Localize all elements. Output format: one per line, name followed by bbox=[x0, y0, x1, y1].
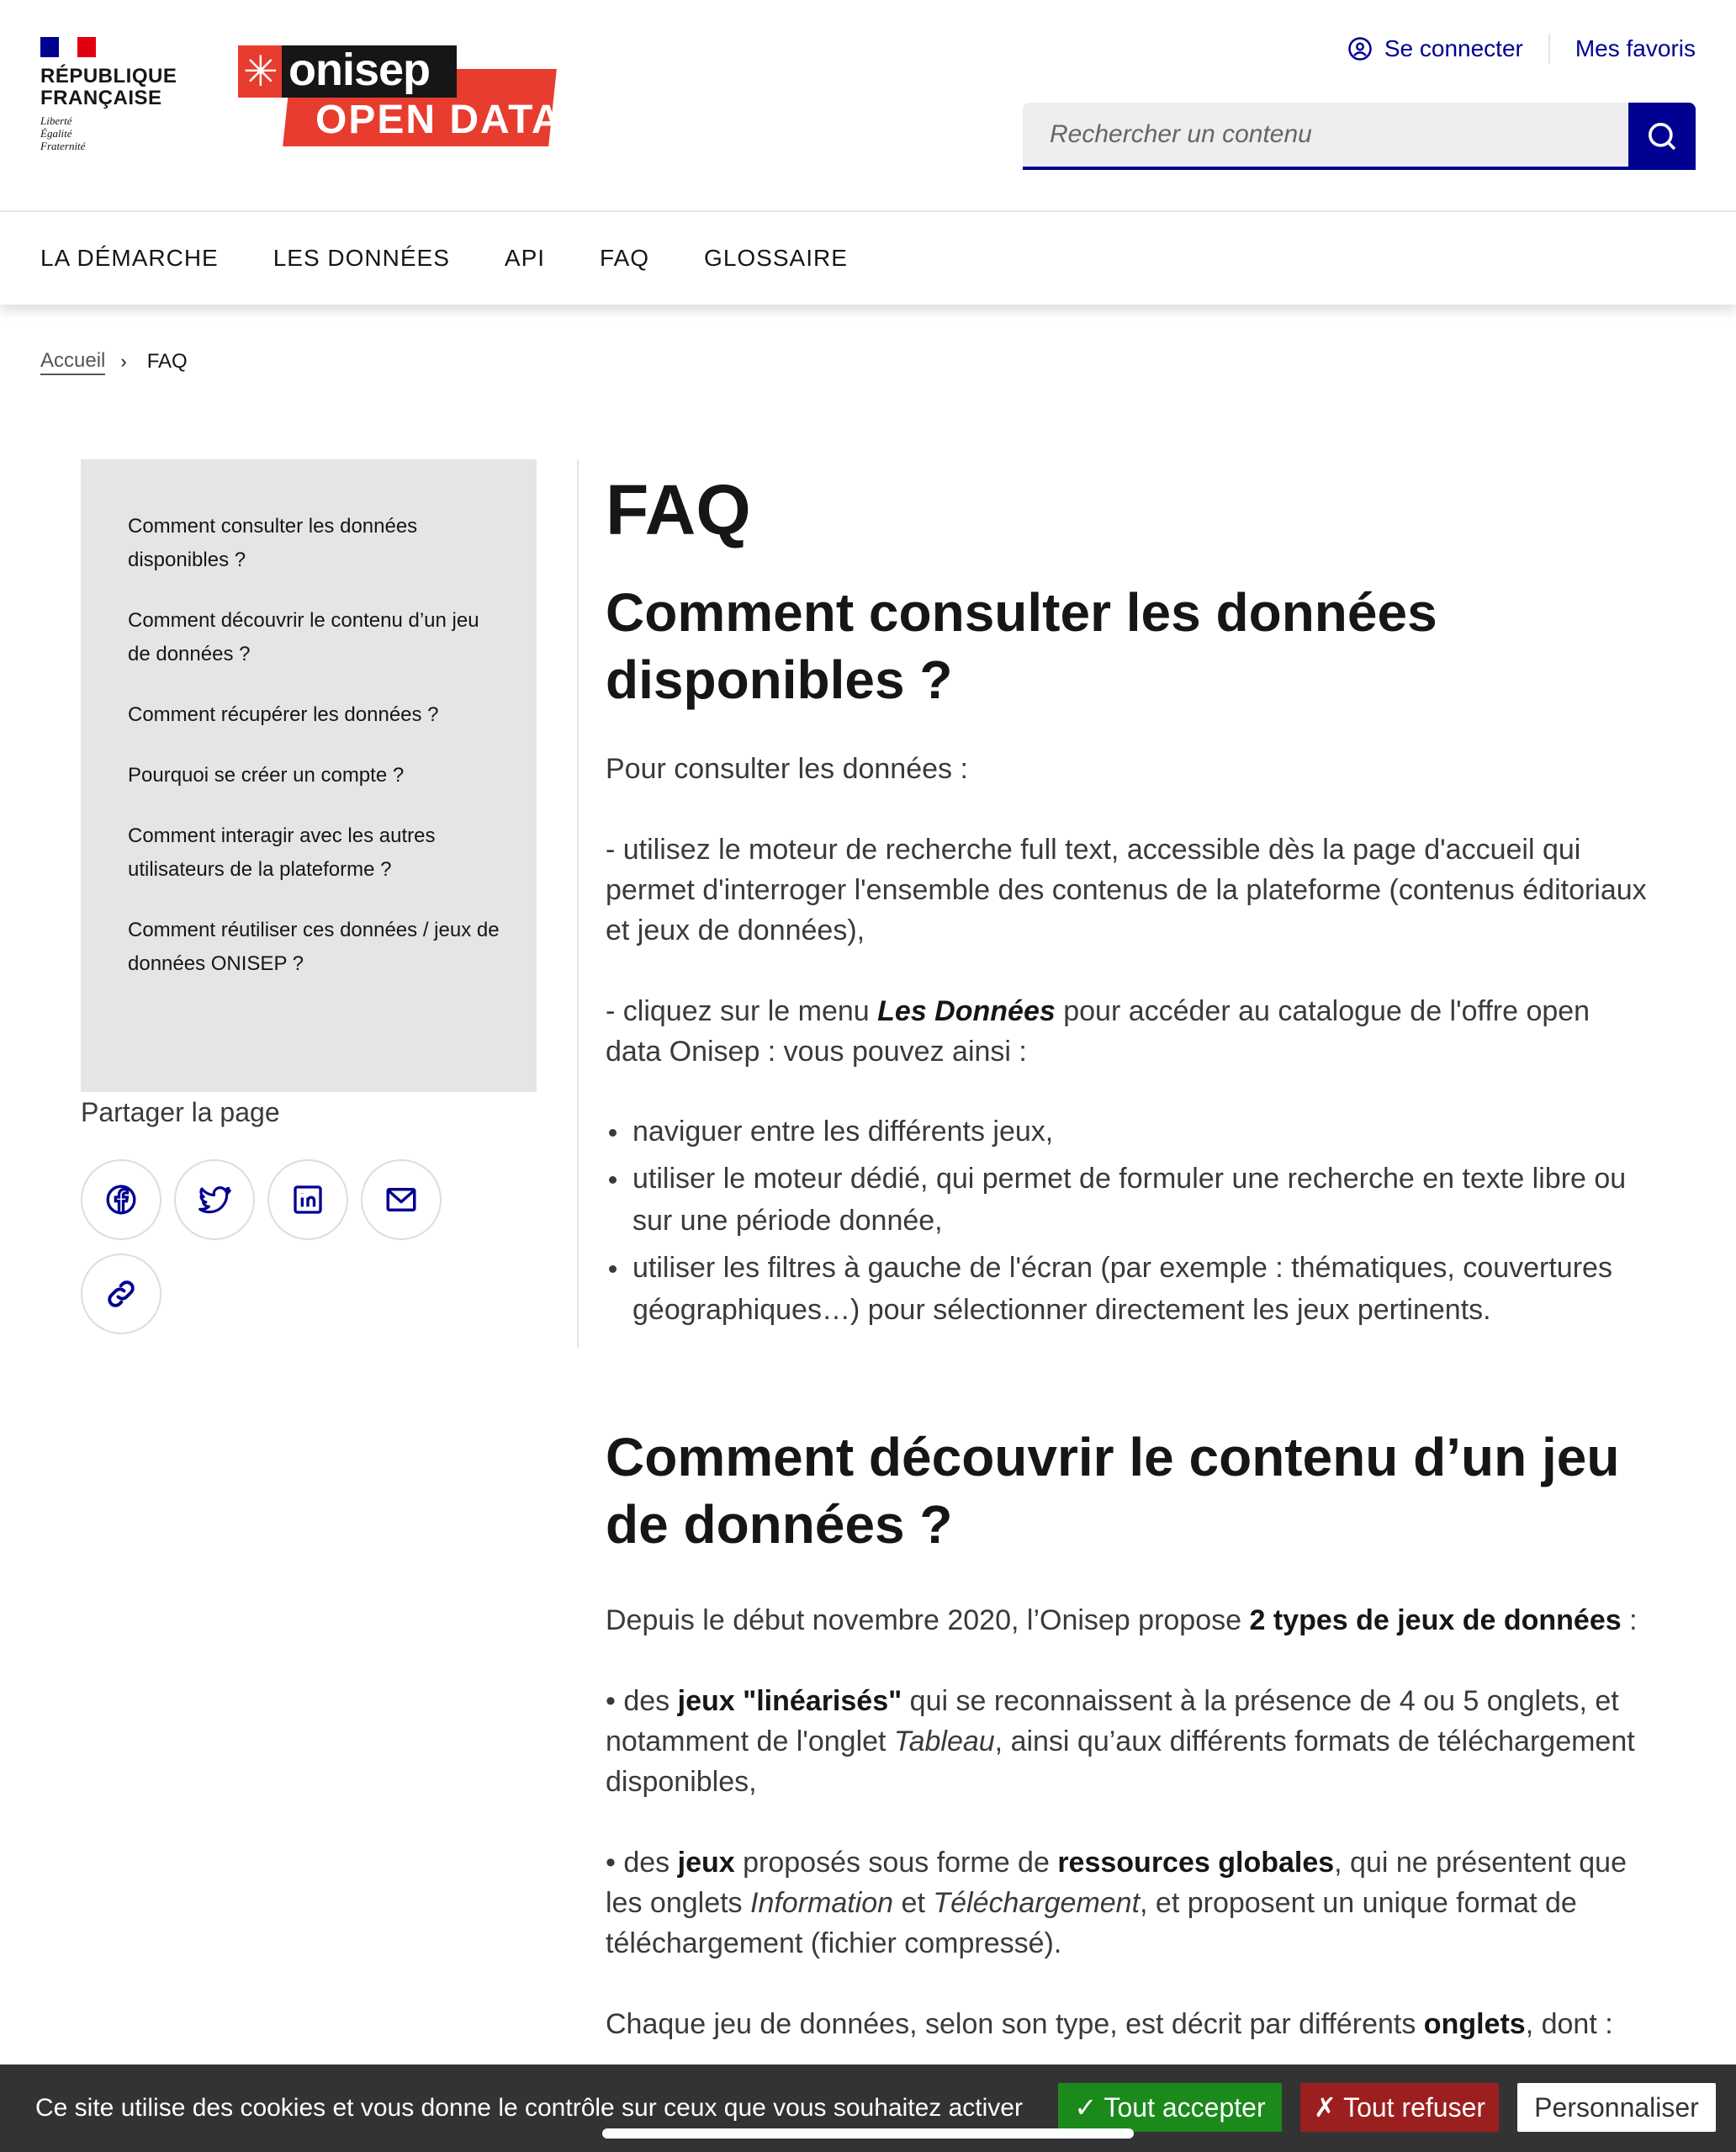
breadcrumb bbox=[40, 348, 188, 375]
paragraph bbox=[606, 2004, 1649, 2044]
nav-item-api[interactable]: API bbox=[504, 245, 546, 271]
paragraph bbox=[606, 1681, 1649, 1802]
side-item-interagir[interactable]: Comment interagir avec les autres utilisateurs de la plateforme ? bbox=[128, 824, 436, 881]
text-segment: - cliquez sur le menu bbox=[606, 995, 878, 1027]
side-item-reutiliser[interactable]: Comment réutiliser ces données / jeux de données ONISEP ? bbox=[128, 919, 500, 975]
list-item: utiliser les filtres à gauche de l'écran (par exemple : thématiques, couvertures géographiques…) pour sélectionner directement les jeux pertinents. bbox=[606, 1247, 1649, 1331]
paragraph: - utilisez le moteur de recherche full text, accessible dès la page d'accueil qui permet d'interroger l'ensemble des contenus de la plateforme (contenus éditoriaux et jeux de données), bbox=[606, 834, 1647, 946]
text-segment: , dont : bbox=[1525, 2008, 1613, 2040]
page-title: FAQ bbox=[606, 470, 751, 549]
marianne-flag-icon bbox=[40, 37, 96, 57]
text-segment: , qui ne présentent que les onglets bbox=[606, 1847, 1627, 1919]
nav-item-glossaire[interactable]: GLOSSAIRE bbox=[704, 245, 848, 271]
text-segment: • des bbox=[606, 1685, 678, 1717]
rf-motto-2: Égalité bbox=[40, 127, 72, 140]
breadcrumb-current: FAQ bbox=[146, 350, 188, 373]
login-link[interactable] bbox=[1347, 34, 1523, 64]
text-segment: Chaque jeu de données, selon son type, est décrit par différents bbox=[606, 2008, 1424, 2040]
section-title-consulter: Comment consulter les données disponibles ? bbox=[606, 582, 1437, 710]
onisep-star-icon: ✳ bbox=[243, 48, 278, 95]
cookie-deny-button[interactable]: ✗ Tout refuser bbox=[1300, 2083, 1499, 2132]
search-input[interactable] bbox=[1023, 103, 1628, 170]
rf-motto bbox=[40, 114, 175, 152]
paragraph bbox=[606, 1600, 1649, 1641]
bold-text: 2 types de jeux de données bbox=[1249, 1604, 1622, 1636]
text-segment: • des bbox=[606, 1847, 678, 1879]
rf-name bbox=[40, 66, 175, 109]
share-facebook-button[interactable] bbox=[81, 1159, 161, 1240]
side-item-decouvrir[interactable]: Comment découvrir le contenu d’un jeu de données ? bbox=[128, 609, 479, 665]
sidebar-divider bbox=[577, 459, 579, 1348]
bullet-list bbox=[606, 1110, 1649, 1331]
cookie-accept-button[interactable]: ✓ Tout accepter bbox=[1058, 2083, 1282, 2132]
cookie-customize-button[interactable]: Personnaliser bbox=[1517, 2083, 1716, 2132]
link-icon bbox=[103, 1276, 139, 1312]
italic-text: Téléchargement bbox=[933, 1887, 1141, 1919]
bold-text: ressources globales bbox=[1057, 1847, 1335, 1879]
text-segment: , ainsi qu’aux différents formats de téléchargement disponibles, bbox=[606, 1725, 1635, 1798]
section-title-decouvrir: Comment découvrir le contenu d’un jeu de données ? bbox=[606, 1427, 1620, 1555]
main-navigation bbox=[0, 212, 1736, 305]
bold-text: jeux bbox=[677, 1847, 735, 1879]
logo-open-data-text: OPEN DATA bbox=[315, 98, 563, 142]
paragraph: Pour consulter les données : bbox=[606, 753, 968, 785]
home-indicator bbox=[602, 2128, 1134, 2139]
copy-link-button[interactable] bbox=[81, 1254, 161, 1334]
search-bar bbox=[1023, 103, 1696, 170]
mail-icon bbox=[384, 1182, 419, 1217]
text-segment: , et proposent un unique format de téléchargement (fichier compressé). bbox=[606, 1887, 1577, 1959]
share-email-button[interactable] bbox=[361, 1159, 442, 1240]
favorites-link[interactable]: Mes favoris bbox=[1575, 35, 1696, 61]
text-segment: qui se reconnaissent à la présence de 4 ou 5 onglets, et notamment de l'onglet bbox=[606, 1685, 1619, 1757]
nav-item-donnees[interactable]: LES DONNÉES bbox=[273, 245, 450, 271]
rf-motto-1: Liberté bbox=[40, 114, 72, 127]
list-item: naviguer entre les différents jeux, bbox=[606, 1110, 1649, 1153]
share-twitter-button[interactable] bbox=[174, 1159, 255, 1240]
rf-motto-3: Fraternité bbox=[40, 140, 86, 152]
cookie-text: Ce site utilise des cookies et vous donne le contrôle sur ceux que vous souhaitez activer bbox=[35, 2094, 1023, 2122]
nav-item-faq[interactable]: FAQ bbox=[600, 245, 650, 271]
list-item: utiliser le moteur dédié, qui permet de formuler une recherche en texte libre ou sur une période donnée, bbox=[606, 1158, 1649, 1242]
linkedin-icon bbox=[291, 1183, 325, 1216]
breadcrumb-home[interactable]: Accueil bbox=[40, 348, 105, 375]
bold-text: jeux "linéarisés" bbox=[677, 1685, 902, 1717]
header-tools bbox=[1347, 34, 1696, 64]
text-segment: : bbox=[1621, 1604, 1638, 1636]
login-label: Se connecter bbox=[1384, 35, 1523, 61]
text-segment: Depuis le début novembre 2020, l’Onisep propose bbox=[606, 1604, 1250, 1636]
search-icon bbox=[1645, 119, 1679, 153]
paragraph bbox=[606, 1842, 1649, 1964]
faq-side-menu bbox=[81, 459, 537, 1092]
site-header bbox=[0, 0, 1736, 212]
search-button[interactable] bbox=[1628, 103, 1696, 170]
italic-text: Tableau bbox=[893, 1725, 995, 1757]
logo-onisep-text: onisep bbox=[282, 45, 457, 98]
paragraph bbox=[606, 991, 1649, 1072]
text-segment: pour accéder au catalogue de l'offre open data Onisep : vous pouvez ainsi : bbox=[606, 995, 1590, 1068]
share-linkedin-button[interactable] bbox=[267, 1159, 348, 1240]
menu-name-emphasis: Les Données bbox=[877, 995, 1056, 1027]
text-segment: proposés sous forme de bbox=[734, 1847, 1058, 1879]
rf-name-line1: RÉPUBLIQUE bbox=[40, 65, 177, 87]
main-content bbox=[606, 454, 1649, 2044]
twitter-icon bbox=[197, 1182, 232, 1217]
chevron-right-icon: › bbox=[120, 351, 127, 372]
account-circle-icon bbox=[1347, 36, 1373, 61]
side-item-compte[interactable]: Pourquoi se créer un compte ? bbox=[128, 764, 405, 787]
bold-text: onglets bbox=[1423, 2008, 1526, 2040]
text-segment: et bbox=[893, 1887, 934, 1919]
share-title: Partager la page bbox=[81, 1097, 280, 1127]
header-separator bbox=[1548, 34, 1550, 64]
facebook-icon bbox=[104, 1183, 138, 1216]
side-item-consulter[interactable]: Comment consulter les données disponibles ? bbox=[128, 515, 418, 571]
republique-francaise-logo[interactable] bbox=[40, 37, 175, 152]
italic-text: Information bbox=[750, 1887, 894, 1919]
side-item-recuperer[interactable]: Comment récupérer les données ? bbox=[128, 703, 439, 726]
onisep-open-data-logo[interactable] bbox=[238, 45, 566, 146]
nav-item-demarche[interactable]: LA DÉMARCHE bbox=[40, 245, 219, 271]
rf-name-line2: FRANÇAISE bbox=[40, 87, 162, 109]
